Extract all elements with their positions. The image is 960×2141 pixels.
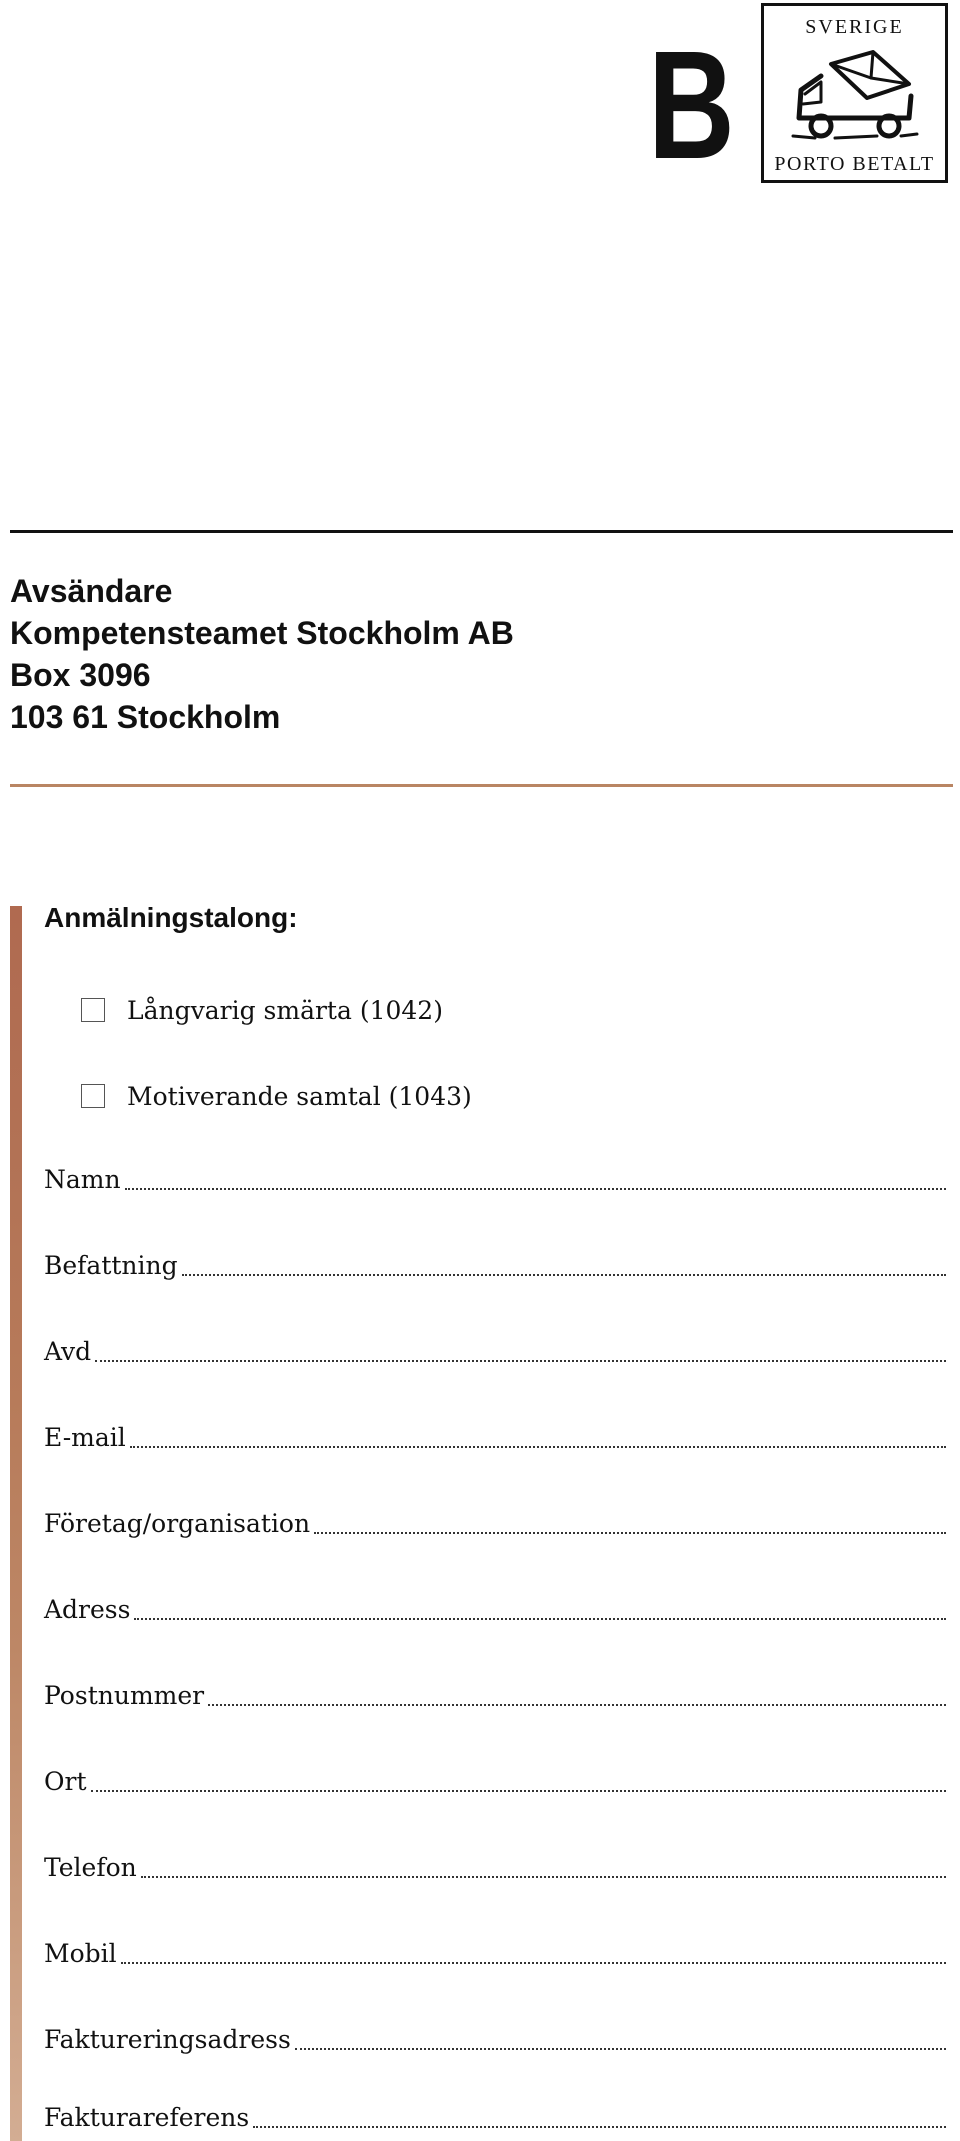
- top-divider: [10, 530, 953, 533]
- field-label: Adress: [44, 1595, 131, 1624]
- sender-heading: Avsändare: [10, 573, 173, 609]
- field-label: Befattning: [44, 1251, 178, 1280]
- sender-box: Box 3096: [10, 657, 151, 693]
- dotted-entry-line[interactable]: [134, 1618, 946, 1620]
- field-label: Fakturareferens: [44, 2103, 250, 2132]
- mail-truck-icon: [791, 46, 921, 146]
- field-label: Avd: [44, 1337, 92, 1366]
- course-label: Motiverande samtal (1043): [127, 1081, 472, 1111]
- form-field-email[interactable]: [44, 1420, 946, 1456]
- dotted-entry-line[interactable]: [141, 1876, 946, 1878]
- course-option[interactable]: [81, 990, 443, 1030]
- field-label: Faktureringsadress: [44, 2025, 291, 2054]
- form-field-faktureringsadress[interactable]: [44, 2022, 946, 2058]
- form-field-postnummer[interactable]: [44, 1678, 946, 1714]
- field-label: Mobil: [44, 1939, 117, 1968]
- dotted-entry-line[interactable]: [182, 1274, 946, 1276]
- form-field-ort[interactable]: [44, 1764, 946, 1800]
- dotted-entry-line[interactable]: [314, 1532, 946, 1534]
- course-checkbox[interactable]: [81, 998, 105, 1022]
- form-field-foretag[interactable]: [44, 1506, 946, 1542]
- sender-address: [10, 570, 514, 738]
- field-label: Telefon: [44, 1853, 137, 1882]
- course-checkbox[interactable]: [81, 1084, 105, 1108]
- dotted-entry-line[interactable]: [208, 1704, 946, 1706]
- postage-class-letter: B: [648, 19, 732, 191]
- sender-company: Kompetensteamet Stockholm AB: [10, 615, 514, 651]
- field-label: E-mail: [44, 1423, 126, 1452]
- form-title: Anmälningstalong:: [44, 902, 298, 933]
- sender-postal-city: 103 61 Stockholm: [10, 699, 281, 735]
- field-label: Ort: [44, 1767, 87, 1796]
- dotted-entry-line[interactable]: [95, 1360, 946, 1362]
- form-field-befattning[interactable]: [44, 1248, 946, 1284]
- field-label: Företag/organisation: [44, 1509, 311, 1538]
- form-field-namn[interactable]: [44, 1162, 946, 1198]
- form-field-adress[interactable]: [44, 1592, 946, 1628]
- dotted-entry-line[interactable]: [91, 1790, 947, 1792]
- dotted-entry-line[interactable]: [295, 2048, 946, 2050]
- postage-paid-stamp: [761, 3, 948, 183]
- form-field-avd[interactable]: [44, 1334, 946, 1370]
- copper-divider: [10, 784, 953, 787]
- dotted-entry-line[interactable]: [125, 1188, 946, 1190]
- form-field-fakturareferens[interactable]: [44, 2100, 946, 2136]
- field-label: Namn: [44, 1165, 121, 1194]
- copper-sidebar: [10, 906, 22, 2141]
- field-label: Postnummer: [44, 1681, 205, 1710]
- course-option[interactable]: [81, 1076, 472, 1116]
- dotted-entry-line[interactable]: [253, 2126, 946, 2128]
- course-label: Långvarig smärta (1042): [127, 995, 443, 1025]
- dotted-entry-line[interactable]: [130, 1446, 946, 1448]
- form-field-mobil[interactable]: [44, 1936, 946, 1972]
- form-field-telefon[interactable]: [44, 1850, 946, 1886]
- stamp-text: PORTO BETALT: [774, 153, 935, 175]
- stamp-country: SVERIGE: [805, 16, 904, 38]
- dotted-entry-line[interactable]: [121, 1962, 946, 1964]
